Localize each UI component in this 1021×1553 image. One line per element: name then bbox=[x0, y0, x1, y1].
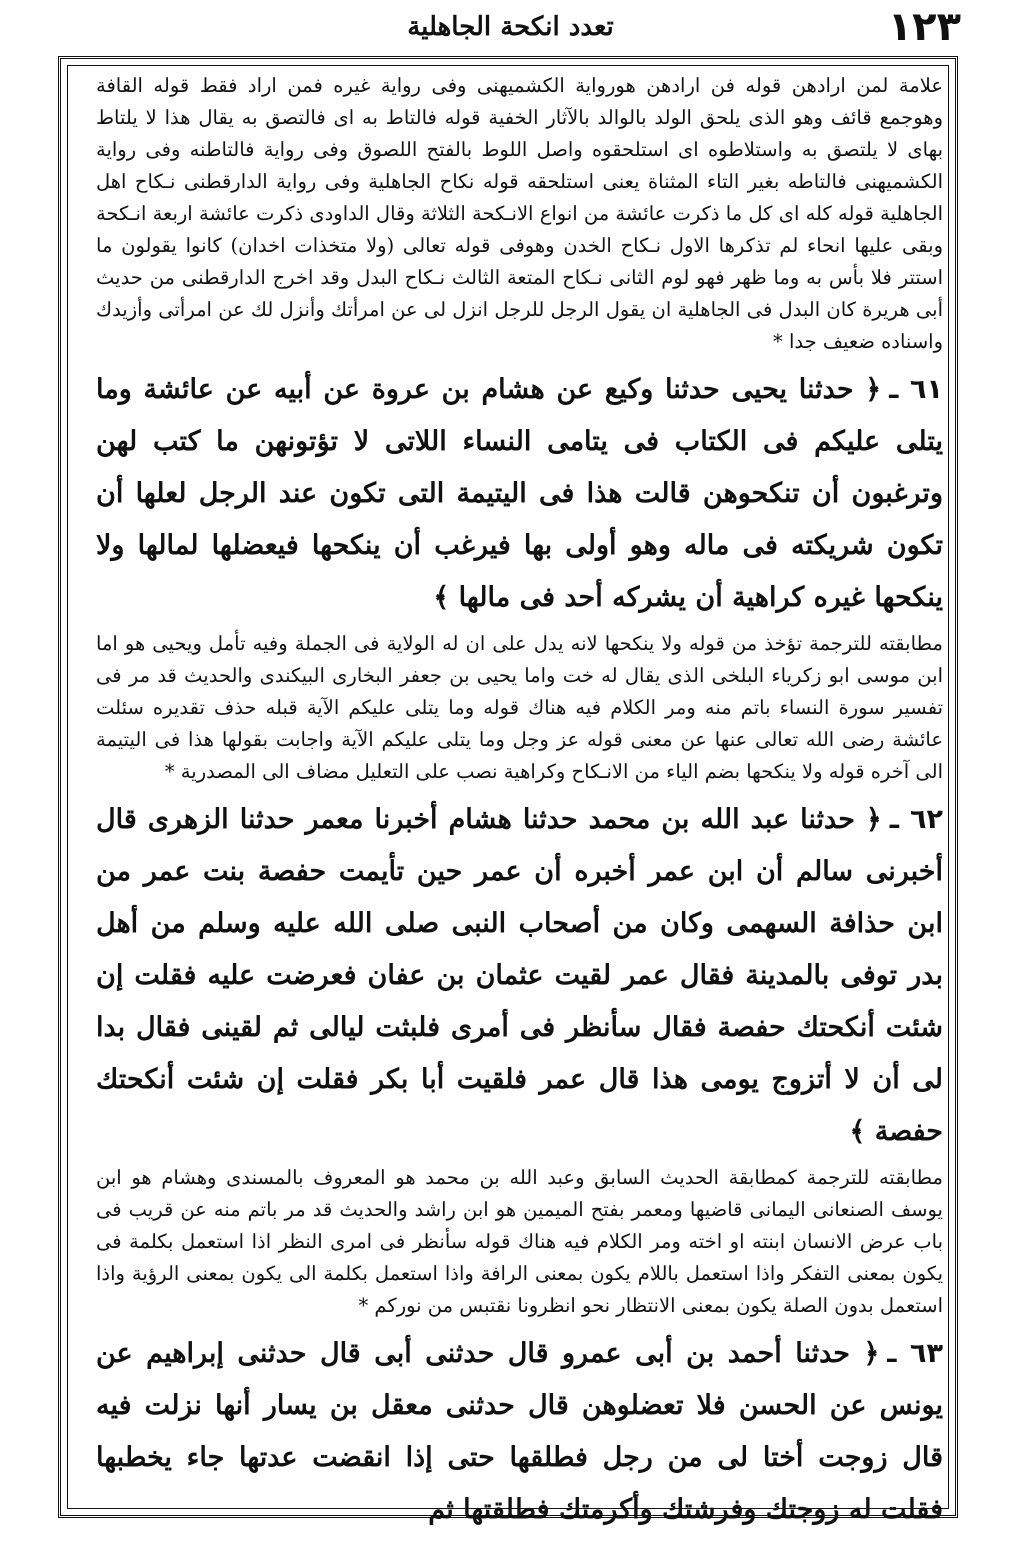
page-body bbox=[96, 70, 943, 1540]
commentary-paragraph: مطابقته للترجمة تؤخذ من قوله ولا ينكحها لانه يدل على ان له الولاية فى الجملة وفيه تأمل ويحيى هو اما ابن موسى ابو زكرياء البلخى الذى يقال له خت واما يحيى بن جعفر البخارى البيكندى والحديث قد مر فى تفسير سورة النساء باتم منه ومر الكلام فيه هناك قوله وما يتلى عليكم الآية قبله حذف تقديره سئلت عائشة رضى الله تعالى عنها عن معنى قوله عز وجل وما يتلى عليكم الآية واجابت بقولها هذا فى اليتيمة الى آخره قوله ولا ينكحها بضم الياء من الانـكاح وكراهية نصب على التعليل مضاف الى المصدرية * bbox=[96, 632, 943, 783]
commentary-paragraph: علامة لمن ارادهن قوله فن ارادهن هورواية الكشميهنى وفى رواية غيره فمن اراد فقط قوله القافة وهوجمع قائف وهو الذى يلحق الولد بالوالد بالآثار الخفية قوله فالتاط به اى فالتصق به يقال هذا لا يلتاط بهاى لا يلتصق به واستلاطوه اى استلحقوه واصل اللوط بالفتح اللصوق وفى رواية فالتاطنه وفى رواية الكشميهنى فالتاطه بغير التاء المثناة يعنى استلحقه قوله نكاح الجاهلية وفى رواية الدارقطنى نـكاح اهل الجاهلية قوله كله اى كل ما ذكرت عائشة من انواع الانـكحة الثلاثة وقال الداودى ذكرت عائشة اربعة انـكحة وبقى عليها انحاء لم تذكرها الاول نـكاح الخدن وهوفى قوله تعالى (ولا متخذات اخدان) كانوا يقولون ما استتر فلا بأس به وما ظهر فهو لوم الثانى نـكاح المتعة الثالث نـكاح البدل وقد اخرج الدارقطنى من حديث أبى هريرة كان البدل فى الجاهلية ان يقول الرجل للرجل انزل لى عن امرأتك وأنزل لك عن امرأتى وأزيدك واسناده ضعيف جدا * bbox=[96, 74, 943, 353]
commentary-paragraph: مطابقته للترجمة كمطابقة الحديث السابق وعبد الله بن محمد هو المعروف بالمسندى وهشام هو ابن يوسف الصنعانى اليمانى قاضيها ومعمر بفتح الميمين هو ابن راشد والحديث قد مر باتم منه عن قريب فى باب عرض الانسان ابنته او اخته ومر الكلام فيه هناك قوله سأنظر فى امرى النظر اذا استعمل بكلمة فى يكون بمعنى التفكر واذا استعمل باللام يكون بمعنى الرافة واذا استعمل بكلمة الى يكون بمعنى الرؤية واذا استعمل بدون الصلة يكون بمعنى الانتظار نحو انظرونا نقتبس من نوركم * bbox=[96, 1166, 943, 1317]
hadith-paragraph bbox=[96, 1328, 943, 1536]
hadith-text: ﴿ حدثنا يحيى حدثنا وكيع عن هشام بن عروة عن أبيه عن عائشة وما يتلى عليكم فى الكتاب فى يتامى النساء اللاتى لا تؤتونهن ما كتب لهن وترغبون أن تنكحوهن قالت هذا فى اليتيمة التى تكون عند الرجل لعلها أن تكون شريكته فى ماله وهو أولى بها فيرغب أن ينكحها فيعضلها لمالها ولا ينكحها غيره كراهية أن يشركه أحد فى مالها ﴾ bbox=[96, 374, 943, 613]
hadith-paragraph bbox=[96, 794, 943, 1158]
hadith-text: ﴿ حدثنا أحمد بن أبى عمرو قال حدثنى أبى قال حدثنى إبراهيم عن يونس عن الحسن فلا تعضلوهن قال حدثنى معقل بن يسار أنها نزلت فيه قال زوجت أختا لى من رجل فطلقها حتى إذا انقضت عدتها جاء يخطبها فقلت له زوجتك وفرشتك وأكرمتك فطلقتها ثم bbox=[96, 1338, 943, 1525]
hadith-paragraph bbox=[96, 364, 943, 624]
hadith-number: ٦٢ ـ bbox=[889, 804, 943, 835]
hadith-number: ٦٣ ـ bbox=[887, 1338, 943, 1369]
hadith-number: ٦١ ـ bbox=[889, 374, 944, 405]
running-title: تعدد انكحة الجاهلية bbox=[407, 12, 614, 42]
hadith-text: ﴿ حدثنا عبد الله بن محمد حدثنا هشام أخبرنا معمر حدثنا الزهرى قال أخبرنى سالم أن ابن عمر أخبره أن عمر حين تأيمت حفصة بنت عمر من ابن حذافة السهمى وكان من أصحاب النبى صلى الله عليه وسلم من أهل بدر توفى بالمدينة فقال عمر لقيت عثمان بن عفان فعرضت عليه فقلت إن شئت أنكحتك حفصة فقال سأنظر فى أمرى فلبثت ليالى ثم لقينى فقال بدا لى أن لا أتزوج يومى هذا قال عمر فلقيت أبا بكر فقلت إن شئت أنكحتك حفصة ﴾ bbox=[96, 804, 943, 1147]
page-header bbox=[60, 6, 961, 54]
page-number: ١٢٣ bbox=[887, 4, 961, 50]
